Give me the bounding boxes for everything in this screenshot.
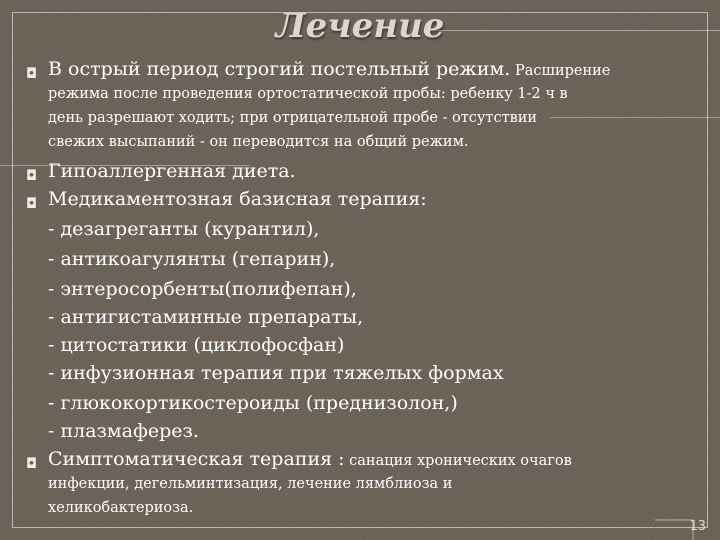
decorative-rule	[550, 117, 720, 118]
therapy-item: - антигистаминные препараты,	[48, 306, 364, 328]
bullet-icon: ◘	[26, 196, 38, 212]
bullet-2-line-1: Гипоаллергенная диета.	[48, 160, 296, 182]
corner-ornament	[655, 495, 720, 540]
therapy-item: - глюкокортикостероиды (преднизолон,)	[48, 392, 458, 414]
bullet-4-text: Симптоматическая терапия :	[48, 448, 345, 470]
therapy-item: - энтеросорбенты(полифепан),	[48, 278, 357, 300]
slide-title: Лечение	[275, 6, 445, 46]
bullet-1-text-small: Расширение	[510, 63, 611, 79]
bullet-3-line-1: Медикаментозная базисная терапия:	[48, 188, 427, 210]
bullet-1-line-3: день разрешают ходить; при отрицательной пробе - отсутствии	[48, 110, 538, 126]
bullet-1-text: В острый период строгий постельный режим.	[48, 58, 511, 80]
bullet-1-line-4: свежих высыпаний - он переводится на общий режим.	[48, 134, 469, 150]
therapy-item: - антикоагулянты (гепарин),	[48, 248, 336, 270]
therapy-item: - плазмаферез.	[48, 420, 199, 442]
therapy-item: - дезагреганты (курантил),	[48, 218, 320, 240]
bullet-1-line-2: режима после проведения ортостатической пробы: ребенку 1-2 ч в	[48, 86, 568, 102]
bullet-4-line-3: хеликобактериоза.	[48, 500, 194, 516]
bullet-icon: ◘	[26, 66, 38, 82]
bullet-icon: ◘	[26, 168, 38, 184]
therapy-item: - цитостатики (циклофосфан)	[48, 334, 345, 356]
bullet-4-line-1	[48, 448, 572, 470]
slide-number: 13	[689, 519, 706, 534]
bullet-1-line-1	[48, 58, 610, 80]
bullet-4-text-small: санация хронических очагов	[344, 453, 572, 469]
bullet-icon: ◘	[26, 456, 38, 472]
bullet-4-line-2: инфекции, дегельминтизация, лечение лямблиоза и	[48, 476, 453, 492]
therapy-item: - инфузионная терапия при тяжелых формах	[48, 362, 504, 384]
